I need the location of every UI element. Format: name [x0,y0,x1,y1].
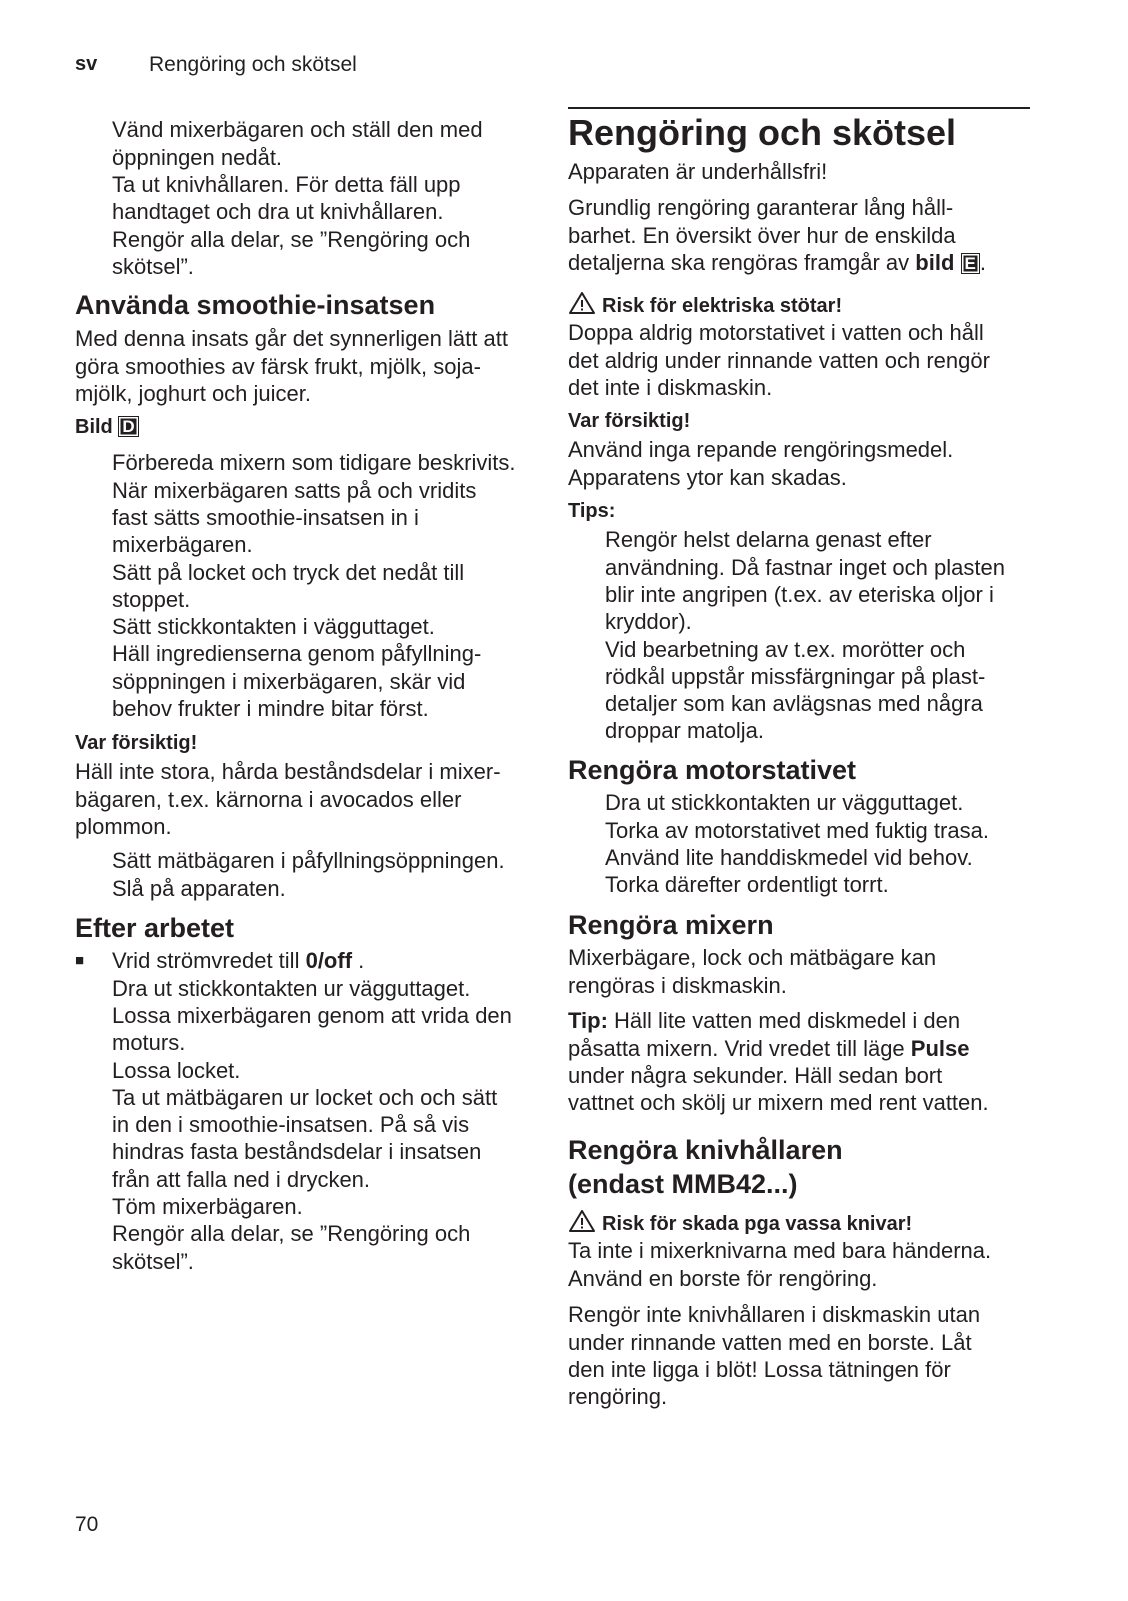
bold-text: 0/off [305,948,353,974]
text-line [568,1209,912,1236]
text-line: från att falla ned i drycken. [112,1166,371,1192]
list-item [75,947,512,974]
language-code: sv [75,53,98,75]
text-line: Mixerbägare, lock och mätbägare kan [568,945,937,971]
text-segment: detaljerna ska rengöras framgår av [568,249,916,275]
bullets-block [75,116,483,280]
text-line: under rinnande vatten med en borste. Låt [568,1329,972,1355]
warning-block [568,1209,912,1236]
text-line: Rengör helst delarna genast efter [605,527,932,553]
text-line: in den i smoothie-insatsen. På så vis [112,1112,470,1138]
warning-block [568,291,842,318]
text-line: göra smoothies av färsk frukt, mjölk, soja- [75,353,481,379]
bold-text: bild [915,249,955,275]
para-block [568,1007,989,1116]
text-line: Rengöra knivhållaren [568,1135,843,1165]
heading-block [568,908,774,942]
para-block [568,158,827,185]
text-line: Använda smoothie-insatsen [75,290,436,320]
figure-reference-badge: D [118,416,138,437]
label-block [568,498,615,525]
text-line: Sätt mätbägaren i påfyllningsöppningen. [112,848,505,874]
list-item [75,171,483,226]
heading-block [568,753,856,787]
text-line: droppar matolja. [605,718,764,744]
text-line [75,414,139,441]
text-line: det inte i diskmaskin. [568,374,773,400]
heading-block [568,1133,843,1201]
text-line: blir inte angripen (t.ex. av eteriska oljor i [605,581,994,607]
text-line: användning. Då fastnar inget och plasten [605,554,1005,580]
text-line: Torka därefter ordentligt torrt. [605,872,889,898]
text-line: Häll inte stora, hårda beståndsdelar i mixer- [75,759,501,785]
list-item [75,613,515,640]
para-block [568,944,936,999]
text-line: Med denna insats går det synnerligen lätt att [75,326,508,352]
list-item [75,1057,512,1084]
text-line: Doppa aldrig motorstativet i vatten och håll [568,320,984,346]
text-line: Använd inga repande rengöringsmedel. [568,437,954,463]
text-line: mixerbägaren. [112,532,253,558]
heading-block [75,288,435,322]
text-line: Dra ut stickkontakten ur vägguttaget. [112,975,471,1001]
text-line: vattnet och skölj ur mixern med rent vatten. [568,1090,989,1116]
text-line: söppningen i mixerbägaren, skär vid [112,668,466,694]
text-line: barhet. En översikt över hur de enskilda [568,222,956,248]
running-header: Rengöring och skötsel [149,53,357,76]
warning-text: Risk för elektriska stötar! [602,295,843,318]
text-line: Ta ut mätbägaren ur locket och och sätt [112,1084,498,1110]
text-line: Torka av motorstativet med fuktig trasa. [605,817,989,843]
text-line: Lossa locket. [112,1057,241,1083]
para-block [75,758,501,840]
bullets-block [75,947,512,1275]
text-line: fast sätts smoothie-insatsen in i [112,504,419,530]
text-line [568,1007,989,1034]
text-line: Var försiktig! [75,732,198,755]
text-line: Vänd mixerbägaren och ställ den med [112,117,483,143]
para-block [568,319,990,401]
text-line: Efter arbetet [75,913,235,943]
text-line: Sätt stickkontakten i vägguttaget. [112,614,435,640]
list-item [75,559,515,614]
text-line: Förbereda mixern som tidigare beskrivits. [112,450,516,476]
figure-reference-badge: E [961,253,980,274]
list-item [568,871,989,898]
text-line: rengöras i diskmaskin. [568,972,787,998]
square-bullet-icon: ■ [75,952,85,970]
text-line: rengöring. [568,1384,668,1410]
dashes-block [568,526,1005,744]
text-line: detaljer som kan avlägsnas med några [605,691,983,717]
text-line: Ta ut knivhållaren. För detta fäll upp [112,171,461,197]
warning-text: Risk för skada pga vassa knivar! [602,1213,913,1236]
para-block [568,436,953,491]
list-item [75,875,505,902]
text-line: hindras fasta beståndsdelar i insatsen [112,1139,482,1165]
text-line: Rengör alla delar, se ”Rengöring och [112,1221,471,1247]
text-line: Apparatens ytor kan skadas. [568,464,847,490]
text-line: under några sekunder. Häll sedan bort [568,1062,943,1088]
list-item [75,1220,512,1275]
text-line: Rengöra motorstativet [568,755,857,785]
para-block [568,1301,980,1410]
text-line: Rengöring och skötsel [568,112,957,153]
list-item [75,1193,512,1220]
text-line [568,1035,989,1062]
text-segment: . [352,948,365,974]
text-line: Använd en borste för rengöring. [568,1265,878,1291]
text-line: bägaren, t.ex. kärnorna i avocados eller [75,786,462,812]
text-line: Dra ut stickkontakten ur vägguttaget. [605,790,964,816]
text-line [568,291,842,318]
text-line: behov frukter i mindre bitar först. [112,696,429,722]
text-line: Tips: [568,500,616,523]
text-line: Apparaten är underhållsfri! [568,159,828,185]
text-line: Slå på apparaten. [112,875,286,901]
list-item [75,1002,512,1057]
text-line: (endast MMB42...) [568,1169,798,1199]
list-item [568,817,989,872]
text-line: det aldrig under rinnande vatten och rengör [568,347,990,373]
list-item [568,789,989,816]
title-block [568,113,956,153]
section-rule [568,107,1030,109]
text-line: handtaget och dra ut knivhållaren. [112,199,444,225]
text-line: Var försiktig! [568,410,691,433]
text-segment: Häll lite vatten med diskmedel i den [607,1008,961,1034]
list-item [75,226,483,281]
text-line [568,249,986,276]
text-line: Häll ingredienserna genom påfyllning- [112,641,482,667]
text-line: Använd lite handdiskmedel vid behov. [605,844,973,870]
bold-text: Pulse [910,1035,970,1061]
list-item [75,640,515,722]
text-line: plommon. [75,813,172,839]
text-line: kryddor). [605,609,692,635]
list-item [75,477,515,559]
para-block [568,194,986,276]
list-item [568,526,1005,635]
text-line: stoppet. [112,586,191,612]
bullets-block [75,449,515,722]
text-line: Grundlig rengöring garanterar lång håll- [568,195,954,221]
text-line: skötsel”. [112,253,194,279]
label-block [568,408,690,435]
text-line: Rengör alla delar, se ”Rengöring och [112,226,471,252]
text-line: Rengör inte knivhållaren i diskmaskin utan [568,1302,981,1328]
text-segment: Bild [75,416,119,439]
text-line: Töm mixerbägaren. [112,1194,303,1220]
list-item [75,1084,512,1193]
text-line: Sätt på locket och tryck det nedåt till [112,559,465,585]
text-line: Vid bearbetning av t.ex. morötter och [605,636,966,662]
para-block [568,1237,991,1292]
text-line: Lossa mixerbägaren genom att vrida den [112,1002,512,1028]
text-line: moturs. [112,1030,186,1056]
text-line: skötsel”. [112,1248,194,1274]
text-line [75,947,512,974]
bold-text: Tip: [568,1008,608,1034]
list-item [75,975,512,1002]
text-segment: påsatta mixern. Vrid vredet till läge [568,1035,911,1061]
para-block [75,325,508,407]
list-item [75,847,505,874]
list-item [568,636,1005,745]
text-line: Ta inte i mixerknivarna med bara händerna. [568,1238,992,1264]
bullets-block [75,847,505,902]
label-block [75,414,139,441]
text-segment: Vrid strömvredet till [112,948,306,974]
text-line: den inte ligga i blöt! Lossa tätningen för [568,1356,951,1382]
bullets-block [568,789,989,898]
text-segment: . [979,249,986,275]
list-item [75,116,483,171]
list-item [75,449,515,476]
text-line: Rengöra mixern [568,910,774,940]
text-line: När mixerbägaren satts på och vridits [112,477,477,503]
text-line: öppningen nedåt. [112,144,283,170]
text-line: mjölk, joghurt och juicer. [75,380,311,406]
heading-block [75,911,234,945]
label-block [75,730,197,757]
page-number: 70 [75,1513,99,1536]
text-line: rödkål uppstår missfärgningar på plast- [605,663,986,689]
